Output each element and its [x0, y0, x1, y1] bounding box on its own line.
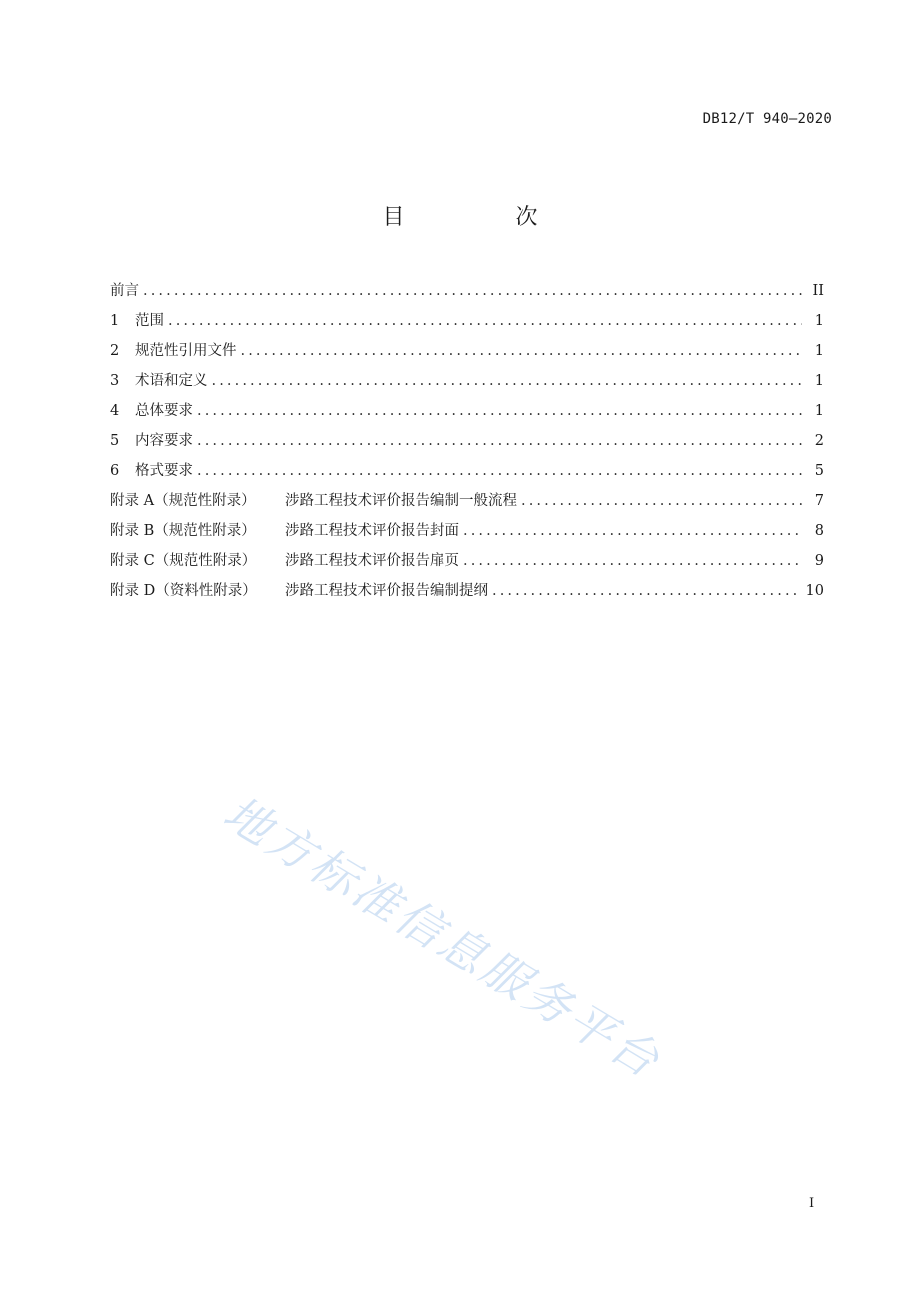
- toc-entry-foreword[interactable]: [110, 276, 824, 306]
- toc-entry-title: 内容要求: [135, 433, 193, 449]
- toc-entry-title: 规范性引用文件: [135, 343, 237, 359]
- toc-entry-title: 术语和定义: [135, 373, 208, 389]
- toc-entry-page: 1: [814, 373, 824, 389]
- toc-entry-page: 10: [805, 583, 824, 599]
- toc-leader-dots: [521, 486, 802, 516]
- toc-entry-title: 涉路工程技术评价报告编制提纲: [285, 583, 488, 599]
- toc-leader-dots: [463, 516, 802, 546]
- toc-entry-scope[interactable]: [110, 306, 824, 336]
- toc-entry-page: 1: [814, 343, 824, 359]
- toc-entry-title: 涉路工程技术评价报告编制一般流程: [285, 493, 517, 509]
- toc-entry-annex-label: 附录 C（规范性附录）: [110, 553, 257, 569]
- toc-entry-terms[interactable]: [110, 366, 824, 396]
- toc-entry-number: 4: [110, 403, 120, 419]
- toc-leader-dots: [241, 336, 803, 366]
- toc-entry-number: 3: [110, 373, 120, 389]
- toc-leader-dots: [168, 306, 802, 336]
- toc-entry-normative-references[interactable]: [110, 336, 824, 366]
- document-code: DB12/T 940—2020: [702, 111, 832, 127]
- toc-entry-page: 1: [814, 403, 824, 419]
- watermark-text: 地方标准信息服务平台: [214, 785, 671, 1090]
- toc-entry-page: II: [812, 283, 824, 299]
- toc-entry-annex-label: 附录 B（规范性附录）: [110, 523, 256, 539]
- toc-leader-dots: [212, 366, 803, 396]
- toc-entry-page: 5: [814, 463, 824, 479]
- toc-entry-title: 总体要求: [135, 403, 193, 419]
- toc-entry-page: 2: [814, 433, 824, 449]
- toc-entry-annex-c[interactable]: [110, 546, 824, 576]
- toc-list: [110, 276, 824, 606]
- toc-entry-title: 涉路工程技术评价报告扉页: [285, 553, 459, 569]
- toc-entry-annex-label: 附录 A（规范性附录）: [110, 493, 256, 509]
- toc-leader-dots: [197, 456, 802, 486]
- toc-leader-dots: [143, 276, 802, 306]
- toc-leader-dots: [197, 396, 802, 426]
- toc-entry-title: 涉路工程技术评价报告封面: [285, 523, 459, 539]
- toc-title: 目 次: [382, 205, 590, 230]
- toc-entry-general-requirements[interactable]: [110, 396, 824, 426]
- toc-entry-page: 9: [814, 553, 824, 569]
- toc-leader-dots: [463, 546, 802, 576]
- toc-entry-page: 7: [814, 493, 824, 509]
- toc-entry-annex-a[interactable]: [110, 486, 824, 516]
- toc-entry-content-requirements[interactable]: [110, 426, 824, 456]
- toc-entry-title: 格式要求: [135, 463, 193, 479]
- toc-entry-annex-b[interactable]: [110, 516, 824, 546]
- toc-entry-number: 5: [110, 433, 120, 449]
- toc-entry-number: 1: [110, 313, 120, 329]
- toc-entry-number: 2: [110, 343, 120, 359]
- toc-entry-title: 范围: [135, 313, 164, 329]
- toc-leader-dots: [197, 426, 802, 456]
- page-number: I: [809, 1196, 815, 1211]
- toc-entry-annex-label: 附录 D（资料性附录）: [110, 583, 257, 599]
- toc-entry-page: 8: [814, 523, 824, 539]
- toc-entry-annex-d[interactable]: [110, 576, 824, 606]
- toc-entry-format-requirements[interactable]: [110, 456, 824, 486]
- toc-entry-page: 1: [814, 313, 824, 329]
- toc-leader-dots: [492, 576, 796, 606]
- toc-entry-title: 前言: [110, 283, 139, 299]
- toc-entry-number: 6: [110, 463, 120, 479]
